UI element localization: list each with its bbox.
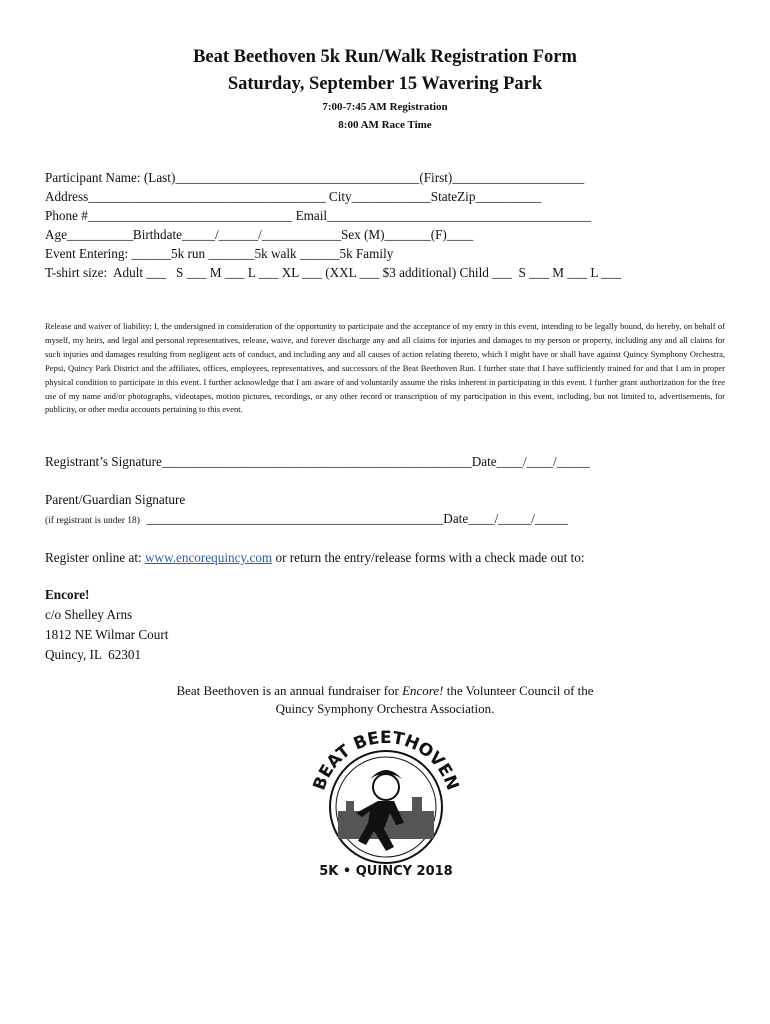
age-birthdate-sex-field[interactable]: Age__________Birthdate_____/______/____________Sex (M)_______(F)____ — [45, 227, 474, 242]
footer-line-1 — [0, 682, 770, 700]
mailing-city: Quincy, IL 62301 — [45, 647, 142, 662]
tower-icon — [412, 797, 422, 813]
register-instructions — [45, 548, 585, 567]
release-waiver-text: Release and waiver of liability: I, the undersigned in consideration of the opportunity to participate and the acceptance of my entry in this event, intending to be legally bound, do hereby, on behalf of myself, my heirs, and legal and personal representatives, release, waive, and forever discharge any and all claims for injuries and damages to my person or property, including any and all claims for such injuries and damages resulting from negligent acts of conduct, and including any and all causes of action relating thereto, which I might have or shall have against Quincy Symphony Orchestra, Pepsi, Quincy Park District and the affiliates, offices, employees, representatives, and successors of the Beat Beethoven Run. I further state that I have sufficiently trained for and that I am in proper physical condition to participate in this event. I further acknowledge that I am aware of and voluntarily assume the risks inherent in participating in this event. I further grant authorization for the free use of my name and/or photographs, videotapes, motion pictures, recordings, or any other record or transcription of my participation in this event, including, but not limited to, advertisements, for publicity, or other media accounts pertaining to this event. — [45, 321, 725, 415]
footer-suffix: the Volunteer Council of the — [443, 683, 594, 698]
guardian-note: (if registrant is under 18) — [45, 516, 140, 526]
beethoven-runner-logo — [300, 715, 470, 885]
address-field[interactable]: Address____________________________________ City____________StateZip__________ — [45, 189, 542, 204]
register-url-link[interactable]: www.encorequincy.com — [144, 550, 273, 565]
race-time: 8:00 AM Race Time — [338, 119, 432, 131]
beethoven-head-icon — [373, 774, 399, 800]
event-entering-field[interactable]: Event Entering: ______5k run _______5k walk ______5k Family — [45, 246, 394, 261]
form-title: Beat Beethoven 5k Run/Walk Registration Form — [193, 47, 577, 67]
tower-icon — [346, 801, 354, 813]
guardian-signature-field[interactable] — [45, 509, 568, 531]
phone-email-field[interactable]: Phone #_______________________________ Email________________________________________ — [45, 208, 591, 223]
event-date-location: Saturday, September 15 Wavering Park — [227, 74, 543, 94]
footer-line-2: Quincy Symphony Orchestra Association. — [275, 701, 495, 716]
logo-arc-text: BEAT BEETHOVEN — [309, 727, 463, 793]
footer-encore: Encore! — [402, 683, 444, 698]
mailing-street: 1812 NE Wilmar Court — [45, 627, 169, 642]
registrant-signature-field[interactable]: Registrant’s Signature_______________________________________________Date____/____/_____ — [45, 454, 590, 469]
guardian-signature-label: Parent/Guardian Signature — [45, 492, 186, 507]
tshirt-size-field[interactable]: T-shirt size: Adult ___ S ___ M ___ L ___ XL ___ (XXL ___ $3 additional) Child ___ S ___ M ___ L ___ — [45, 265, 621, 280]
guardian-signature-line[interactable]: _____________________________________________Date____/_____/_____ — [146, 511, 568, 526]
registration-time: 7:00-7:45 AM Registration — [322, 101, 448, 113]
logo-bottom-text: 5K • QUINCY 2018 — [319, 864, 453, 879]
mailing-org: Encore! — [45, 587, 90, 602]
footer-prefix: Beat Beethoven is an annual fundraiser for — [176, 683, 403, 698]
register-prefix: Register online at: — [45, 550, 145, 565]
register-suffix: or return the entry/release forms with a check made out to: — [272, 550, 585, 565]
mailing-care-of: c/o Shelley Arns — [45, 607, 133, 622]
participant-name-field[interactable]: Participant Name: (Last)_____________________________________(First)____________________ — [45, 170, 585, 185]
